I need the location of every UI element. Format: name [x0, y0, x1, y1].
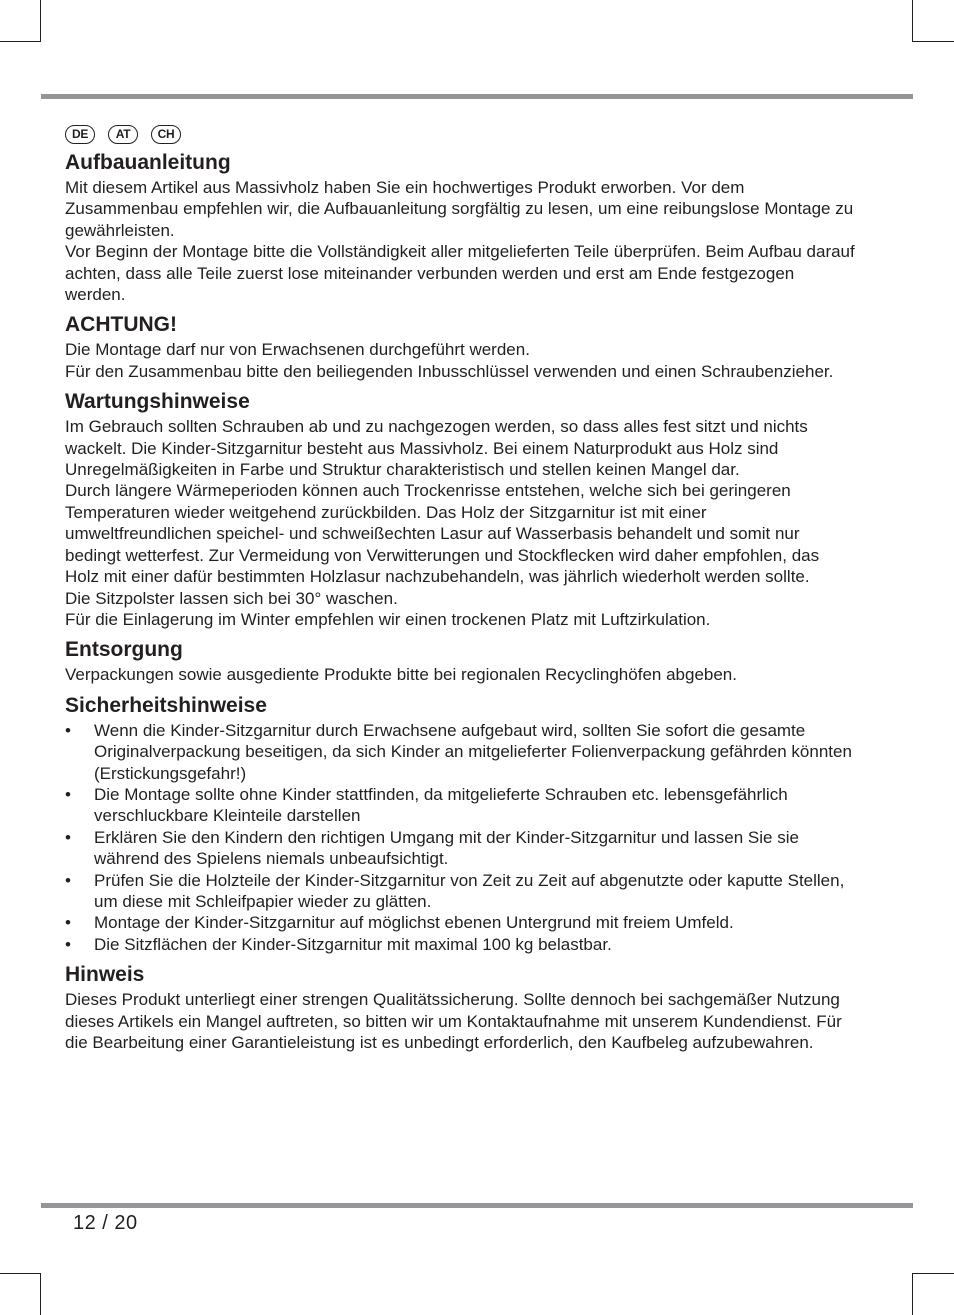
country-badge-ch-icon: CH [151, 125, 181, 144]
country-badge-de-icon: DE [65, 125, 95, 144]
bullet-icon: • [65, 913, 71, 933]
section-attention [65, 311, 855, 382]
paragraph: Für den Zusammenbau bitte den beiliegenden Inbusschlüssel verwenden und einen Schraubenzieher. [65, 361, 834, 381]
bullet-icon: • [65, 720, 71, 740]
list-item [65, 934, 855, 955]
list-item-text: Montage der Kinder-Sitzgarnitur auf möglichst ebenen Untergrund mit freiem Umfeld. [94, 913, 734, 933]
section-title: ACHTUNG! [65, 313, 177, 337]
paragraph: Im Gebrauch sollten Schrauben ab und zu nachgezogen werden, so dass alles fest sitzt und nichts wackelt. Die Kinder-Sitzgarnitur besteht aus Massivholz. Bei einem Naturprodukt aus Holz sind Unregelmäßigkeiten in Farbe und Struktur charakteristisch und stellen keinen Mangel dar. [65, 417, 808, 480]
paragraph: Durch längere Wärmeperioden können auch Trockenrisse entstehen, welche sich bei geringeren Temperaturen wieder weitgehend zurückbilden. Das Holz der Sitzgarnitur ist mit einer umweltfreundlichen speichel- und schweißechten Lasur auf Wasserbasis behandelt und somit nur bedingt wetterfest. Zur Vermeidung von Verwitterungen und Stockflecken wird daher empfohlen, das Holz mit einer dafür bestimmten Holzlasur nachzubehandeln, was jährlich wiederholt werden sollte. [65, 481, 820, 587]
bullet-icon: • [65, 784, 71, 804]
section-title: Aufbauanleitung [65, 151, 231, 174]
section-note [65, 961, 855, 1053]
bullet-icon: • [65, 827, 71, 847]
crop-mark-bottom-left-h [0, 1273, 41, 1274]
paragraph: Für die Einlagerung im Winter empfehlen wir einen trockenen Platz mit Luftzirkulation. [65, 609, 711, 629]
section-maintenance [65, 388, 855, 630]
list-item [65, 912, 855, 933]
list-item [65, 827, 855, 870]
safety-list [65, 720, 855, 955]
crop-mark-bottom-right-v [912, 1273, 913, 1315]
page-content [65, 121, 855, 1053]
bullet-icon: • [65, 934, 71, 954]
crop-mark-top-right-h [912, 41, 954, 42]
list-item-text: Erklären Sie den Kindern den richtigen Umgang mit der Kinder-Sitzgarnitur und lassen Sie sie während des Spielens niemals unbeaufsichtigt. [94, 827, 799, 869]
paragraph: Mit diesem Artikel aus Massivholz haben Sie ein hochwertiges Produkt erworben. Vor dem Zusammenbau empfehlen wir, die Aufbauanleitung sorgfältig zu lesen, um eine reibungslose Montage zu gewährleisten. [65, 178, 854, 240]
bullet-icon: • [65, 870, 71, 890]
paragraph: Die Sitzpolster lassen sich bei 30° waschen. [65, 588, 398, 608]
crop-mark-bottom-right-h [912, 1273, 954, 1274]
crop-mark-top-left-v [40, 0, 41, 42]
crop-mark-top-left-h [0, 41, 41, 42]
list-item [65, 784, 855, 827]
section-title: Sicherheitshinweise [65, 693, 267, 717]
section-title: Wartungshinweise [65, 390, 250, 414]
section-title: Hinweis [65, 963, 145, 987]
section-disposal [65, 636, 855, 685]
country-badge-at-icon: AT [108, 125, 138, 144]
bottom-rule [41, 1203, 913, 1208]
crop-mark-bottom-left-v [40, 1273, 41, 1315]
country-badges [65, 121, 855, 147]
paragraph: Vor Beginn der Montage bitte die Vollständigkeit aller mitgelieferten Teile überprüfen. Beim Aufbau darauf achten, dass alle Teile zuerst lose miteinander verbunden werden und erst am Ende festgezogen werden. [65, 242, 855, 305]
page-number: 12 / 20 [73, 1212, 138, 1234]
list-item [65, 870, 855, 913]
paragraph: Verpackungen sowie ausgediente Produkte bitte bei regionalen Recyclinghöfen abgeben. [65, 665, 737, 685]
crop-mark-top-right-v [912, 0, 913, 42]
list-item-text: Wenn die Kinder-Sitzgarnitur durch Erwachsene aufgebaut wird, sollten Sie sofort die gesamte Originalverpackung beseitigen, da sich Kinder an mitgelieferter Folienverpackung gefährden könnten (Erstickungsgefahr!) [94, 720, 852, 783]
list-item-text: Die Montage sollte ohne Kinder stattfinden, da mitgelieferte Schrauben etc. lebensgefährlich verschluckbare Kleinteile darstellen [94, 784, 788, 826]
top-rule [41, 94, 913, 99]
section-assembly [65, 149, 855, 305]
paragraph: Die Montage darf nur von Erwachsenen durchgeführt werden. [65, 340, 530, 360]
paragraph: Dieses Produkt unterliegt einer strengen Qualitätssicherung. Sollte dennoch bei sachgemäßer Nutzung dieses Artikels ein Mangel auftreten, so bitten wir um Kontaktaufnahme mit unserem Kundendienst. Für die Bearbeitung einer Garantieleistung ist es unbedingt erforderlich, den Kaufbeleg aufzubewahren. [65, 990, 842, 1052]
section-title: Entsorgung [65, 638, 183, 662]
list-item-text: Die Sitzflächen der Kinder-Sitzgarnitur mit maximal 100 kg belastbar. [94, 934, 612, 954]
list-item [65, 720, 855, 784]
list-item-text: Prüfen Sie die Holzteile der Kinder-Sitzgarnitur von Zeit zu Zeit auf abgenutzte oder kaputte Stellen, um diese mit Schleifpapier wieder zu glätten. [94, 870, 845, 911]
section-safety [65, 692, 855, 955]
